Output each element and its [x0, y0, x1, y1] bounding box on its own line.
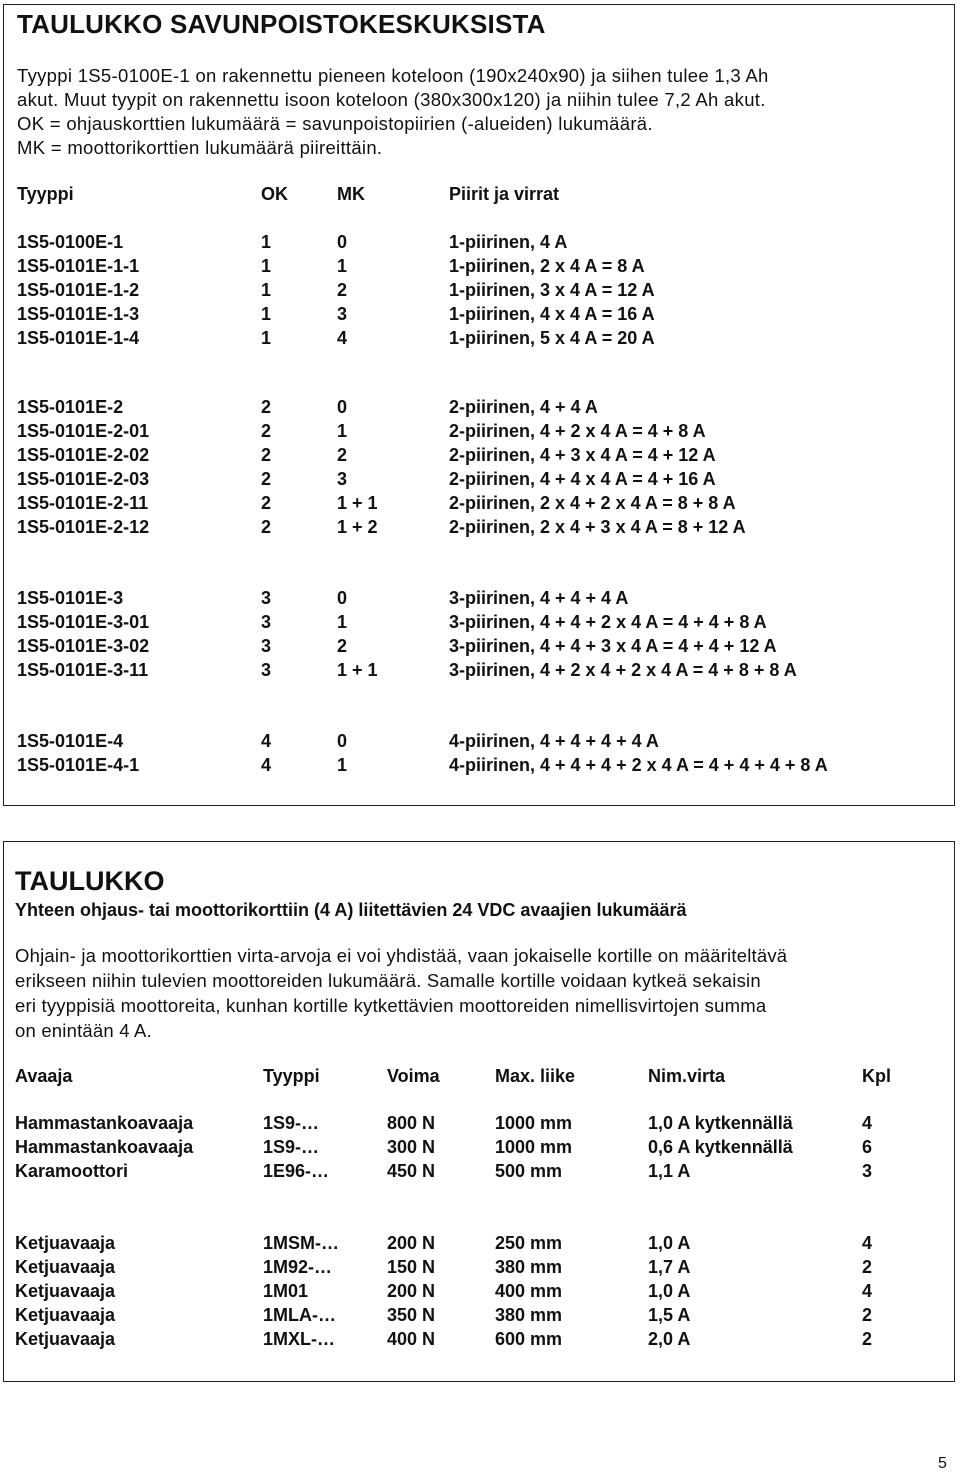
cell-ok: 2: [261, 445, 272, 465]
cell-tyyppi: 1MSM-…: [263, 1233, 339, 1253]
cell-tyyppi: 1MLA-…: [263, 1305, 336, 1325]
cell-type: 1S5-0101E-3-02: [17, 636, 150, 656]
cell-avaaja: Ketjuavaaja: [15, 1329, 116, 1349]
cell-avaaja: Ketjuavaaja: [15, 1233, 116, 1253]
cell-avaaja: Hammastankoavaaja: [15, 1137, 194, 1157]
page-number: 5: [938, 1455, 947, 1472]
cell-kpl: 4: [862, 1113, 873, 1133]
cell-liike: 1000 mm: [495, 1113, 573, 1133]
cell-mk: 3: [337, 469, 348, 489]
cell-liike: 1000 mm: [495, 1137, 573, 1157]
cell-ok: 2: [261, 397, 272, 417]
cell-circuits: 2-piirinen, 4 + 4 A: [449, 397, 598, 417]
intro-line: MK = moottorikorttien lukumäärä piireittäin.: [17, 137, 383, 158]
cell-liike: 400 mm: [495, 1281, 563, 1301]
cell-type: 1S5-0101E-4-1: [17, 755, 140, 775]
cell-mk: 1: [337, 256, 348, 276]
cell-liike: 250 mm: [495, 1233, 563, 1253]
cell-voima: 400 N: [387, 1329, 436, 1349]
cell-kpl: 4: [862, 1233, 873, 1253]
cell-mk: 1: [337, 755, 348, 775]
cell-virta: 1,0 A: [648, 1233, 691, 1253]
cell-avaaja: Karamoottori: [15, 1161, 129, 1181]
cell-ok: 2: [261, 517, 272, 537]
intro-line: Tyyppi 1S5-0100E-1 on rakennettu pieneen koteloon (190x240x90) ja siihen tulee 1,3 Ah: [17, 65, 769, 86]
cell-circuits: 2-piirinen, 4 + 3 x 4 A = 4 + 12 A: [449, 445, 716, 465]
cell-tyyppi: 1S9-…: [263, 1113, 320, 1133]
cell-mk: 0: [337, 731, 348, 751]
section2-title: TAULUKKO: [15, 866, 165, 896]
cell-type: 1S5-0101E-2-02: [17, 445, 150, 465]
cell-circuits: 2-piirinen, 2 x 4 + 2 x 4 A = 8 + 8 A: [449, 493, 736, 513]
cell-ok: 3: [261, 636, 272, 656]
para-line: erikseen niihin tulevien moottoreiden lukumäärä. Samalle kortille voidaan kytkeä sekaisin: [15, 970, 761, 991]
cell-virta: 0,6 A kytkennällä: [648, 1137, 793, 1157]
cell-virta: 1,1 A: [648, 1161, 691, 1181]
cell-ok: 2: [261, 421, 272, 441]
cell-type: 1S5-0101E-1-2: [17, 280, 140, 300]
cell-ok: 1: [261, 256, 272, 276]
cell-mk: 2: [337, 636, 348, 656]
cell-type: 1S5-0101E-2-01: [17, 421, 150, 441]
cell-liike: 500 mm: [495, 1161, 563, 1181]
cell-mk: 2: [337, 280, 348, 300]
cell-mk: 1: [337, 612, 348, 632]
section1-title: TAULUKKO SAVUNPOISTOKESKUKSISTA: [17, 9, 546, 39]
cell-voima: 200 N: [387, 1281, 436, 1301]
cell-circuits: 3-piirinen, 4 + 4 + 4 A: [449, 588, 629, 608]
cell-virta: 1,5 A: [648, 1305, 691, 1325]
cell-tyyppi: 1M01: [263, 1281, 309, 1301]
cell-type: 1S5-0101E-2-11: [17, 493, 149, 513]
cell-liike: 380 mm: [495, 1305, 563, 1325]
cell-circuits: 3-piirinen, 4 + 4 + 2 x 4 A = 4 + 4 + 8 A: [449, 612, 767, 632]
cell-circuits: 2-piirinen, 2 x 4 + 3 x 4 A = 8 + 12 A: [449, 517, 746, 537]
cell-kpl: 2: [862, 1305, 873, 1325]
cell-type: 1S5-0101E-3-11: [17, 660, 149, 680]
cell-kpl: 3: [862, 1161, 873, 1181]
cell-ok: 2: [261, 469, 272, 489]
cell-ok: 1: [261, 232, 272, 252]
cell-mk: 0: [337, 232, 348, 252]
cell-ok: 2: [261, 493, 272, 513]
cell-kpl: 6: [862, 1137, 873, 1157]
cell-kpl: 2: [862, 1329, 873, 1349]
header-mk: MK: [337, 184, 365, 204]
header-ok: OK: [261, 184, 288, 204]
intro-line: OK = ohjauskorttien lukumäärä = savunpoistopiirien (-alueiden) lukumäärä.: [17, 113, 653, 134]
cell-type: 1S5-0101E-3: [17, 588, 124, 608]
cell-circuits: 4-piirinen, 4 + 4 + 4 + 2 x 4 A = 4 + 4 + 4 + 8 A: [449, 755, 828, 775]
cell-circuits: 1-piirinen, 5 x 4 A = 20 A: [449, 328, 655, 348]
cell-tyyppi: 1E96-…: [263, 1161, 330, 1181]
cell-ok: 4: [261, 755, 272, 775]
header-max-liike: Max. liike: [495, 1066, 576, 1086]
cell-mk: 1: [337, 421, 348, 441]
header-kpl: Kpl: [862, 1066, 891, 1086]
cell-voima: 800 N: [387, 1113, 436, 1133]
cell-mk: 1 + 2: [337, 517, 378, 537]
cell-ok: 3: [261, 588, 272, 608]
cell-type: 1S5-0101E-2-03: [17, 469, 150, 489]
cell-mk: 0: [337, 397, 348, 417]
cell-ok: 4: [261, 731, 272, 751]
cell-type: 1S5-0100E-1: [17, 232, 124, 252]
cell-tyyppi: 1S9-…: [263, 1137, 320, 1157]
cell-ok: 1: [261, 280, 272, 300]
cell-mk: 3: [337, 304, 348, 324]
cell-type: 1S5-0101E-4: [17, 731, 124, 751]
cell-virta: 2,0 A: [648, 1329, 691, 1349]
cell-mk: 0: [337, 588, 348, 608]
cell-tyyppi: 1MXL-…: [263, 1329, 335, 1349]
cell-circuits: 1-piirinen, 2 x 4 A = 8 A: [449, 256, 645, 276]
cell-virta: 1,0 A: [648, 1281, 691, 1301]
cell-avaaja: Ketjuavaaja: [15, 1305, 116, 1325]
cell-avaaja: Hammastankoavaaja: [15, 1113, 194, 1133]
header-tyyppi: Tyyppi: [263, 1066, 320, 1086]
actuator-table-frame: [3, 841, 955, 1382]
cell-circuits: 2-piirinen, 4 + 4 x 4 A = 4 + 16 A: [449, 469, 716, 489]
cell-mk: 1 + 1: [337, 660, 378, 680]
header-avaaja: Avaaja: [15, 1066, 73, 1086]
para-line: Ohjain- ja moottorikorttien virta-arvoja ei voi yhdistää, vaan jokaiselle kortille on määriteltävä: [15, 945, 788, 966]
header-voima: Voima: [387, 1066, 440, 1086]
cell-type: 1S5-0101E-1-3: [17, 304, 140, 324]
cell-mk: 4: [337, 328, 348, 348]
cell-voima: 200 N: [387, 1233, 436, 1253]
para-line: eri tyyppisiä moottoreita, kunhan kortille kytkettävien moottoreiden nimellisvirtojen summa: [15, 995, 767, 1016]
cell-ok: 1: [261, 304, 272, 324]
para-line: on enintään 4 A.: [15, 1020, 152, 1041]
cell-virta: 1,0 A kytkennällä: [648, 1113, 793, 1133]
cell-circuits: 1-piirinen, 3 x 4 A = 12 A: [449, 280, 655, 300]
cell-circuits: 4-piirinen, 4 + 4 + 4 + 4 A: [449, 731, 659, 751]
header-circuits: Piirit ja virrat: [449, 184, 560, 204]
cell-voima: 150 N: [387, 1257, 436, 1277]
section1-intro: [17, 64, 937, 160]
header-nim-virta: Nim.virta: [648, 1066, 726, 1086]
cell-circuits: 3-piirinen, 4 + 2 x 4 + 2 x 4 A = 4 + 8 + 8 A: [449, 660, 797, 680]
cell-circuits: 3-piirinen, 4 + 4 + 3 x 4 A = 4 + 4 + 12 A: [449, 636, 777, 656]
cell-virta: 1,7 A: [648, 1257, 691, 1277]
cell-type: 1S5-0101E-2: [17, 397, 124, 417]
cell-type: 1S5-0101E-3-01: [17, 612, 150, 632]
cell-mk: 2: [337, 445, 348, 465]
cell-ok: 3: [261, 612, 272, 632]
cell-tyyppi: 1M92-…: [263, 1257, 333, 1277]
cell-liike: 600 mm: [495, 1329, 563, 1349]
header-type: Tyyppi: [17, 184, 74, 204]
cell-ok: 1: [261, 328, 272, 348]
cell-type: 1S5-0101E-1-4: [17, 328, 140, 348]
cell-voima: 300 N: [387, 1137, 436, 1157]
section2-paragraph: [15, 943, 945, 1043]
section2-subtitle: Yhteen ohjaus- tai moottorikorttiin (4 A) liitettävien 24 VDC avaajien lukumäärä: [15, 900, 687, 920]
cell-liike: 380 mm: [495, 1257, 563, 1277]
cell-ok: 3: [261, 660, 272, 680]
cell-type: 1S5-0101E-2-12: [17, 517, 150, 537]
cell-voima: 450 N: [387, 1161, 436, 1181]
cell-avaaja: Ketjuavaaja: [15, 1257, 116, 1277]
cell-circuits: 2-piirinen, 4 + 2 x 4 A = 4 + 8 A: [449, 421, 706, 441]
cell-type: 1S5-0101E-1-1: [17, 256, 140, 276]
cell-kpl: 4: [862, 1281, 873, 1301]
cell-voima: 350 N: [387, 1305, 436, 1325]
cell-circuits: 1-piirinen, 4 x 4 A = 16 A: [449, 304, 655, 324]
cell-avaaja: Ketjuavaaja: [15, 1281, 116, 1301]
cell-circuits: 1-piirinen, 4 A: [449, 232, 568, 252]
intro-line: akut. Muut tyypit on rakennettu isoon koteloon (380x300x120) ja niihin tulee 7,2 Ah akut.: [17, 89, 766, 110]
cell-mk: 1 + 1: [337, 493, 378, 513]
cell-kpl: 2: [862, 1257, 873, 1277]
